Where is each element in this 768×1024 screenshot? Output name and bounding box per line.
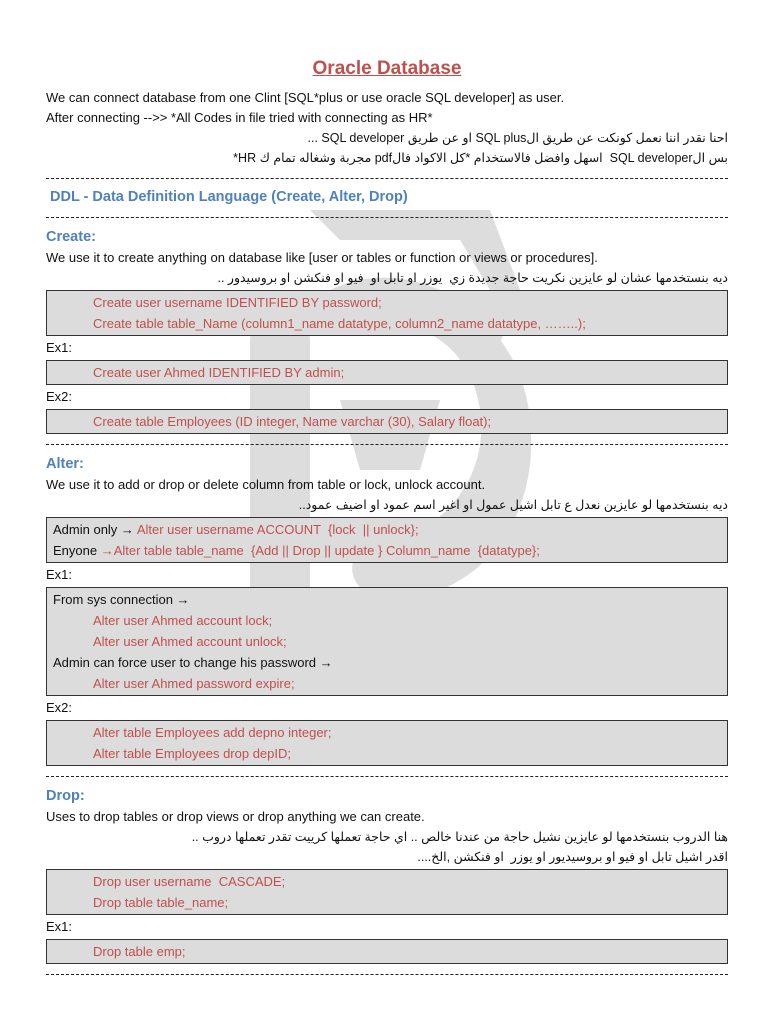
intro-arabic-line: احنا نقدر اننا نعمل كونكت عن طريق الSQL plus او عن طريق SQL developer ... — [307, 131, 728, 145]
syntax-prefix: Enyone — [53, 543, 101, 558]
create-syntax-box — [46, 290, 728, 336]
example-label: Ex2: — [46, 700, 73, 715]
page-title: Oracle Database — [312, 58, 462, 79]
code-line: Drop table table_name; — [93, 895, 229, 910]
alter-heading: Alter: — [46, 456, 84, 472]
note-line: Admin can force user to change his password → — [53, 655, 333, 670]
note-line: From sys connection → — [53, 592, 190, 607]
example-label: Ex1: — [46, 919, 73, 934]
example-label: Ex1: — [46, 340, 73, 355]
drop-description-arabic: اقدر اشيل تابل او فيو او بروسيديور او يوزر او فنكشن ,الخ.... — [417, 850, 728, 864]
code-line: Create user username IDENTIFIED BY password; — [93, 295, 382, 310]
alter-example-2-box — [46, 720, 728, 766]
code-line: Drop user username CASCADE; — [93, 874, 286, 889]
drop-description-arabic: هنا الدروب بنستخدمها لو عايزين نشيل حاجة من عندنا خالص .. اي حاجة تعملها كرييت تقدر تعملها دروب .. — [191, 830, 728, 844]
example-label: Ex2: — [46, 389, 73, 404]
dashed-divider — [46, 974, 728, 975]
code-line: Alter user Ahmed account unlock; — [93, 634, 287, 649]
code-line: Drop table emp; — [93, 944, 186, 959]
intro-line: We can connect database from one Clint [SQL*plus or use oracle SQL developer] as user. — [46, 90, 565, 105]
ddl-heading: DDL - Data Definition Language (Create, Alter, Drop) — [50, 189, 408, 205]
alter-example-1-box — [46, 587, 728, 696]
syntax-code: →Alter table table_name {Add || Drop || update } Column_name {datatype}; — [100, 543, 540, 558]
code-line: Alter user Ahmed account lock; — [93, 613, 273, 628]
dashed-divider — [46, 444, 728, 445]
intro-arabic-line: بس الSQL developer اسهل وافضل فالاستخدام *كل الاكواد فالpdf مجربة وشغاله تمام ك HR* — [233, 151, 728, 165]
code-line: Create table table_Name (column1_name datatype, column2_name datatype, ……..); — [93, 316, 586, 331]
drop-heading: Drop: — [46, 788, 85, 804]
syntax-code: Alter user username ACCOUNT {lock || unlock}; — [136, 522, 419, 537]
code-line — [47, 519, 727, 540]
alter-description: We use it to add or drop or delete column from table or lock, unlock account. — [46, 477, 486, 492]
create-example-2-box — [46, 409, 728, 434]
code-line — [47, 540, 727, 561]
code-line: Alter user Ahmed password expire; — [93, 676, 295, 691]
create-description-arabic: ديه بنستخدمها عشان لو عايزين نكريت حاجة جديدة زي يوزر او تابل او فيو او فنكشن او بروسيدور .. — [217, 271, 728, 285]
drop-example-1-box — [46, 939, 728, 964]
code-line: Alter table Employees drop depID; — [93, 746, 291, 761]
dashed-divider — [46, 217, 728, 218]
dashed-divider — [46, 776, 728, 777]
intro-line: After connecting -->> *All Codes in file tried with connecting as HR* — [46, 110, 433, 125]
dashed-divider — [46, 178, 728, 179]
create-heading: Create: — [46, 229, 96, 245]
code-line: Create user Ahmed IDENTIFIED BY admin; — [93, 365, 345, 380]
alter-description-arabic: ديه بنستخدمها لو عايزين نعدل ع تابل اشيل عمول او اغير اسم عمود او اضيف عمود.. — [298, 498, 728, 512]
drop-description: Uses to drop tables or drop views or drop anything we can create. — [46, 809, 425, 824]
example-label: Ex1: — [46, 567, 73, 582]
create-example-1-box — [46, 360, 728, 385]
create-description: We use it to create anything on database like [user or tables or function or views or procedures]. — [46, 250, 598, 265]
syntax-prefix: Admin only → — [53, 522, 137, 537]
code-line: Create table Employees (ID integer, Name varchar (30), Salary float); — [93, 414, 492, 429]
alter-syntax-box — [46, 517, 728, 563]
drop-syntax-box — [46, 869, 728, 915]
code-line: Alter table Employees add depno integer; — [93, 725, 332, 740]
